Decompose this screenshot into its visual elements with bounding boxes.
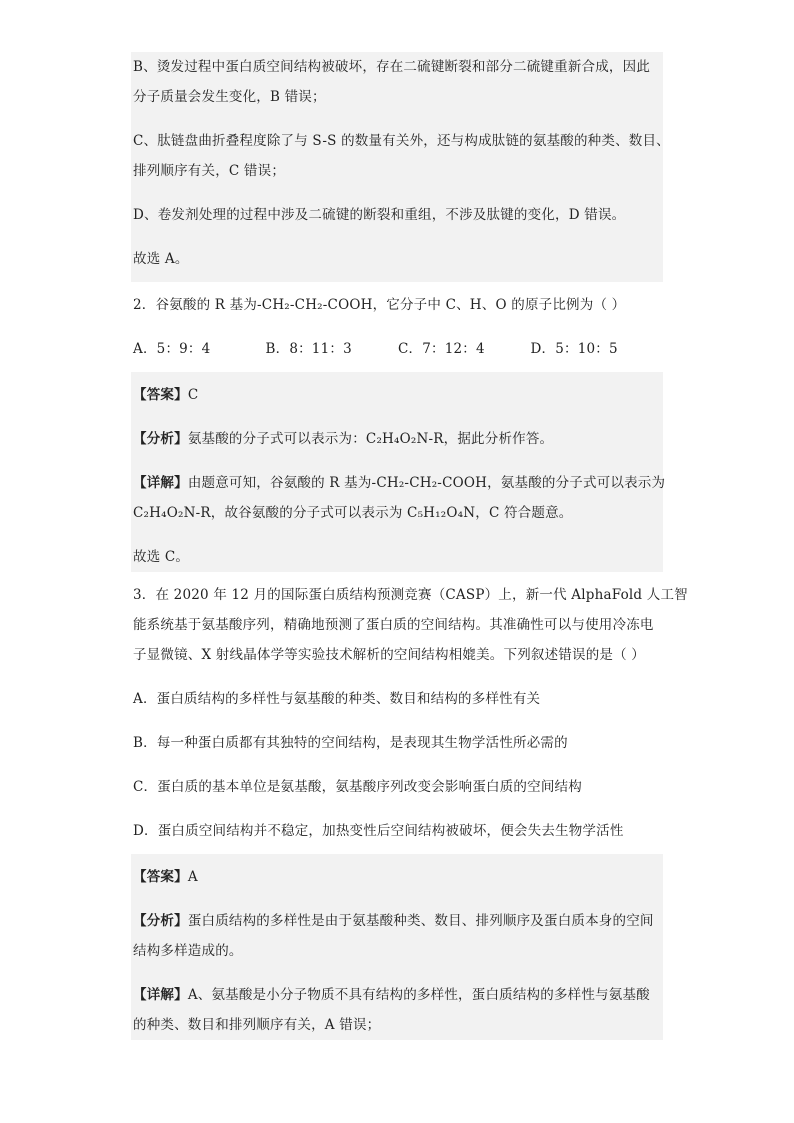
q3-stem-line1: 3．在 2020 年 12 月的国际蛋白质结构预测竞赛（CASP）上，新一代 AlphaFold 人工智 xyxy=(133,587,688,603)
q1-explanation-block xyxy=(131,52,670,282)
q3-detail-line1 xyxy=(131,980,663,1010)
q2-solution-block xyxy=(131,372,666,572)
q2-answer-value: C xyxy=(187,387,199,403)
q3-answer-value: A xyxy=(187,869,198,885)
q3-answer xyxy=(131,862,663,892)
q3-detail-line2: 的种类、数目和排列顺序有关，A 错误； xyxy=(133,1017,381,1033)
q2-detail-line2: C₂H₄O₂N-R，故谷氨酸的分子式可以表示为 C₅H₁₂O₄N，C 符合题意。 xyxy=(133,505,573,521)
q2-conclusion: 故选 C。 xyxy=(133,549,190,565)
q2-option-a: A．5：9：4 xyxy=(133,341,211,357)
q3-answer-label: 【答案】 xyxy=(133,869,188,885)
q3-detail-label: 【详解】 xyxy=(133,987,188,1003)
q3-analysis-label: 【分析】 xyxy=(133,913,188,929)
q1-option-b-line1: B、烫发过程中蛋白质空间结构被破坏，存在二硫键断裂和部分二硫键重新合成，因此 xyxy=(133,59,651,75)
q2-option-c: C．7：12：4 xyxy=(398,341,485,357)
q3-option-c: C．蛋白质的基本单位是氨基酸，氨基酸序列改变会影响蛋白质的空间结构 xyxy=(133,779,582,795)
q2-analysis xyxy=(131,424,663,454)
q1-option-b-line2: 分子质量会发生变化，B 错误； xyxy=(133,89,326,105)
q3-option-d: D．蛋白质空间结构并不稳定，加热变性后空间结构被破坏，便会失去生物学活性 xyxy=(133,823,624,839)
q3-analysis-line2: 结构多样造成的。 xyxy=(133,943,243,959)
q2-detail-label: 【详解】 xyxy=(133,475,188,491)
q2-detail-text1: 由题意可知，谷氨酸的 R 基为-CH₂-CH₂-COOH，氨基酸的分子式可以表示为 xyxy=(187,475,666,491)
q2-analysis-label: 【分析】 xyxy=(133,431,188,447)
q2-answer xyxy=(131,380,663,410)
q2-stem: 2．谷氨酸的 R 基为-CH₂-CH₂-COOH，它分子中 C、H、O 的原子比例为（ ） xyxy=(133,297,626,313)
q3-option-a: A．蛋白质结构的多样性与氨基酸的种类、数目和结构的多样性有关 xyxy=(133,691,541,707)
q3-option-b: B．每一种蛋白质都有其独特的空间结构，是表现其生物学活性所必需的 xyxy=(133,735,568,751)
q3-stem-line3: 子显微镜、X 射线晶体学等实验技术解析的空间结构相媲美。下列叙述错误的是（ ） xyxy=(133,647,645,663)
q2-answer-label: 【答案】 xyxy=(133,387,188,403)
q3-solution-block xyxy=(131,854,663,1040)
q2-detail-line1 xyxy=(131,468,666,498)
q2-option-b: B．8：11：3 xyxy=(265,341,352,357)
q1-option-c-line2: 排列顺序有关，C 错误； xyxy=(133,163,286,179)
q3-analysis-line1 xyxy=(131,906,663,936)
q2-analysis-text: 氨基酸的分子式可以表示为：C₂H₄O₂N-R，据此分析作答。 xyxy=(187,431,554,447)
q2-option-d: D．5：10：5 xyxy=(530,341,618,357)
q2-options xyxy=(131,334,663,364)
q3-analysis-text1: 蛋白质结构的多样性是由于氨基酸种类、数目、排列顺序及蛋白质本身的空间 xyxy=(187,913,654,929)
q3-stem-line2: 能系统基于氨基酸序列，精确地预测了蛋白质的空间结构。其准确性可以与使用冷冻电 xyxy=(133,617,654,633)
q1-option-c-line1: C、肽链盘曲折叠程度除了与 S-S 的数量有关外，还与构成肽链的氨基酸的种类、数目、 xyxy=(133,133,670,149)
q1-conclusion: 故选 A。 xyxy=(133,251,189,267)
q1-option-d-line: D、卷发剂处理的过程中涉及二硫键的断裂和重组，不涉及肽键的变化，D 错误。 xyxy=(133,207,626,223)
document-page xyxy=(131,52,688,1040)
q3-detail-text1: A、氨基酸是小分子物质不具有结构的多样性，蛋白质结构的多样性与氨基酸 xyxy=(187,987,650,1003)
